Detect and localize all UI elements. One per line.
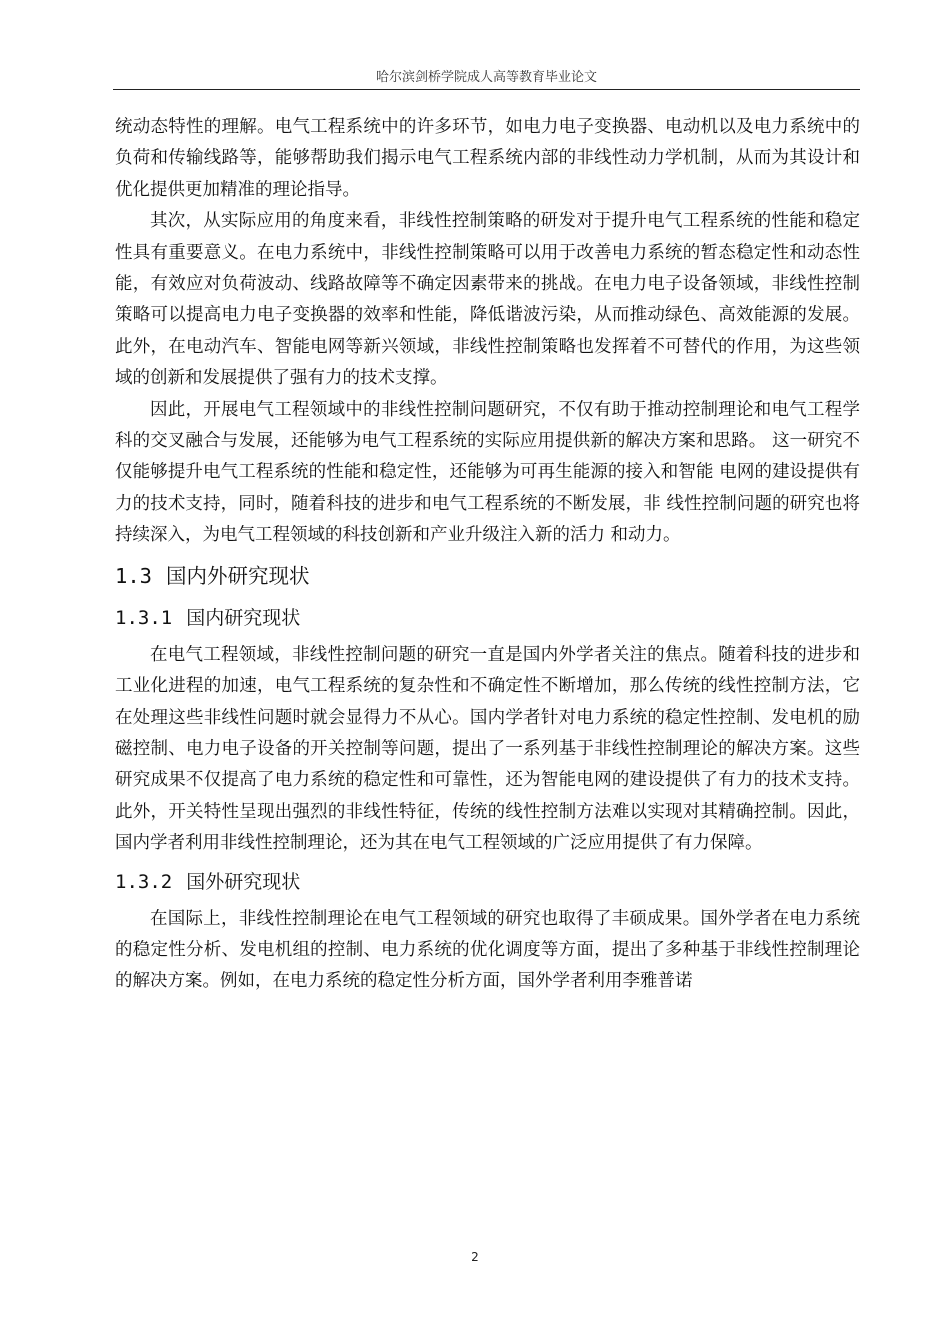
paragraph-continuation: 统动态特性的理解。电气工程系统中的许多环节，如电力电子变换器、电动机以及电力系统中的负荷和传输线路等，能够帮助我们揭示电气工程系统内部的非线性动力学机制，从而为其设计和优化提供更加精准的理论指导。 xyxy=(115,117,860,200)
paragraph-domestic-research: 在电气工程领域，非线性控制问题的研究一直是国内外学者关注的焦点。随着科技的进步和工业化进程的加速，电气工程系统的复杂性和不确定性不断增加，那么传统的线性控制方法，它在处理这些非线性问题时就会显得力不从心。国内学者针对电力系统的稳定性控制、发电机的励磁控制、电力电子设备的开关控制等问题，提出了一系列基于非线性控制理论的解决方案。这些研究成果不仅提高了电力系统的稳定性和可靠性，还为智能电网的建设提供了有力的技术支持。此外，开关特性呈现出强烈的非线性特征，传统的线性控制方法难以实现对其精确控制。因此，国内学者利用非线性控制理论，还为其在电气工程领域的广泛应用提供了有力保障。 xyxy=(115,644,860,854)
paragraph-foreign-research: 在国际上，非线性控制理论在电气工程领域的研究也取得了丰硕成果。国外学者在电力系统的稳定性分析、发电机组的控制、电力系统的优化调度等方面，提出了多种基于非线性控制理论的解决方案。例如，在电力系统的稳定性分析方面，国外学者利用李雅普诺 xyxy=(115,908,860,992)
subsection-title: 国内研究现状 xyxy=(186,606,301,629)
section-heading-1-3 xyxy=(115,558,860,594)
subsection-number: 1.3.1 xyxy=(115,606,173,629)
page-number: 2 xyxy=(471,1250,479,1264)
paragraph-application: 其次，从实际应用的角度来看，非线性控制策略的研发对于提升电气工程系统的性能和稳定性具有重要意义。在电力系统中，非线性控制策略可以用于改善电力系统的暂态稳定性和动态性能，有效应对负荷波动、线路故障等不确定因素带来的挑战。在电力电子设备领域，非线性控制策略可以提高电力电子变换器的效率和性能，降低谐波污染，从而推动绿色、高效能源的发展。此外，在电动汽车、智能电网等新兴领域，非线性控制策略也发挥着不可替代的作用，为这些领域的创新和发展提供了强有力的技术支撑。 xyxy=(115,211,860,389)
paragraph-conclusion: 因此，开展电气工程领域中的非线性控制问题研究，不仅有助于推动控制理论和电气工程学科的交叉融合与发展，还能够为电气工程系统的实际应用提供新的解决方案和思路。 这一研究不仅能够提升电气工程系统的性能和稳定性，还能够为可再生能源的接入和智能 电网的建设提供有力的技术支持，同时，随着科技的进步和电气工程系统的不断发展，非 线性控制问题的研究也将持续深入，为电气工程领域的科技创新和产业升级注入新的活力 和动力。 xyxy=(115,399,860,546)
subsection-heading-1-3-1 xyxy=(115,600,860,636)
section-number: 1.3 xyxy=(115,563,153,588)
header-divider xyxy=(113,89,860,90)
subsection-number: 1.3.2 xyxy=(115,870,173,893)
page-header: 哈尔滨剑桥学院成人高等教育毕业论文 xyxy=(375,70,597,85)
page-body xyxy=(115,112,860,998)
subsection-heading-1-3-2 xyxy=(115,864,860,900)
subsection-title: 国外研究现状 xyxy=(186,870,301,893)
section-title: 国内外研究现状 xyxy=(166,563,310,588)
